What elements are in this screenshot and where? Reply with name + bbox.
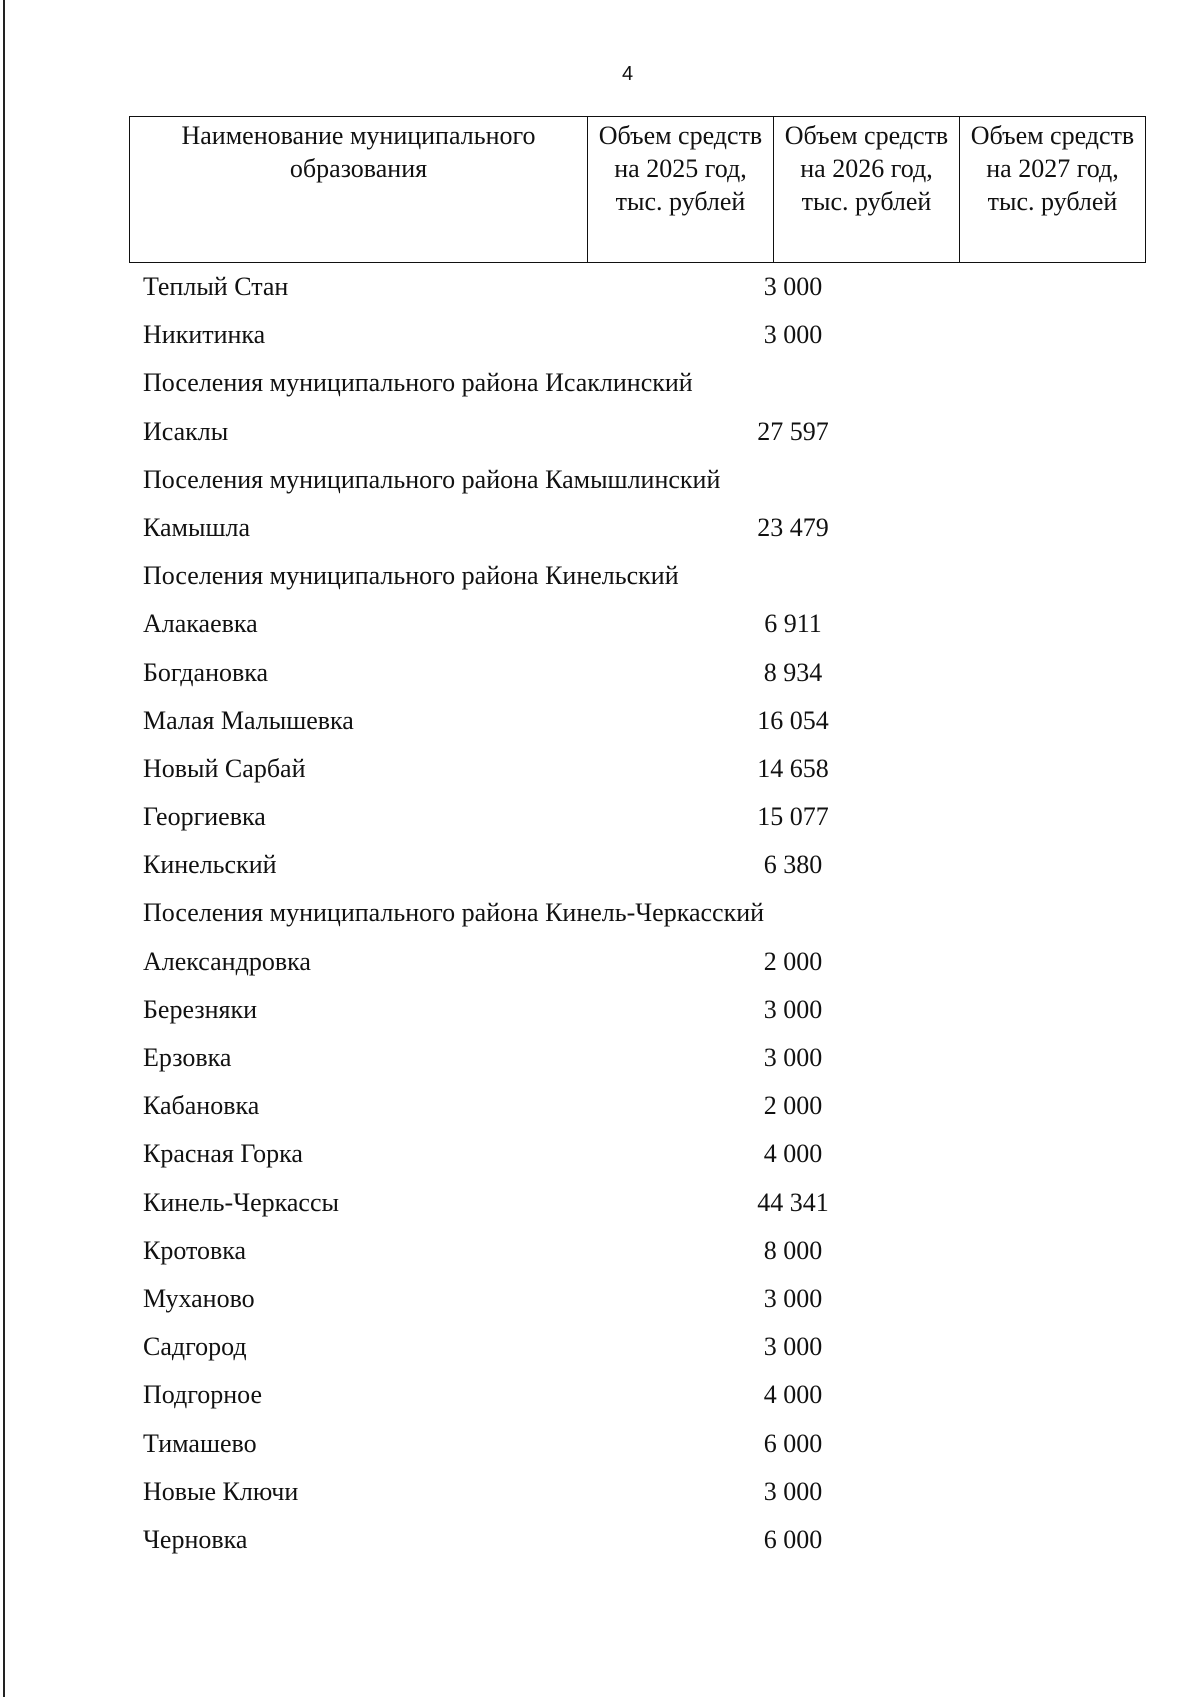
table-body bbox=[143, 270, 1143, 1571]
table-row bbox=[143, 945, 1143, 993]
municipality-name: Новые Ключи bbox=[143, 1476, 299, 1506]
district-group-title: Поселения муниципального района Камышлинский bbox=[143, 464, 721, 494]
municipality-name: Подгорное bbox=[143, 1380, 263, 1410]
table-row bbox=[143, 415, 1143, 463]
header-volume-2025: Объем средств на 2025 год, тыс. рублей bbox=[588, 117, 774, 263]
table-row bbox=[143, 752, 1143, 800]
table-row bbox=[143, 848, 1143, 896]
municipality-name: Малая Малышевка bbox=[143, 705, 354, 735]
value-2025: 3 000 bbox=[763, 320, 823, 350]
municipality-name: Кинель-Черкассы bbox=[143, 1187, 339, 1217]
municipality-name: Исаклы bbox=[143, 416, 229, 446]
value-2025: 4 000 bbox=[763, 1380, 823, 1410]
value-2025: 4 000 bbox=[763, 1139, 823, 1169]
district-group-row bbox=[143, 896, 1143, 944]
district-group-title: Поселения муниципального района Исаклинский bbox=[143, 368, 693, 398]
municipality-name: Садгород bbox=[143, 1332, 247, 1362]
table-row bbox=[143, 1186, 1143, 1234]
value-2025: 6 911 bbox=[764, 609, 822, 639]
value-2025: 3 000 bbox=[763, 994, 823, 1024]
value-2025: 2 000 bbox=[763, 1091, 823, 1121]
scan-edge-line bbox=[3, 0, 5, 1697]
value-2025: 6 000 bbox=[763, 1524, 823, 1554]
municipality-name: Ерзовка bbox=[143, 1043, 232, 1072]
value-2025: 3 000 bbox=[763, 1332, 823, 1362]
municipality-name: Богдановка bbox=[143, 657, 269, 687]
value-2025: 14 658 bbox=[757, 753, 829, 783]
value-2025: 3 000 bbox=[763, 1283, 823, 1313]
table-row bbox=[143, 656, 1143, 704]
municipality-name: Черновка bbox=[143, 1524, 248, 1554]
municipality-name: Александровка bbox=[143, 946, 311, 976]
value-2025: 8 934 bbox=[763, 657, 823, 687]
value-2025: 6 000 bbox=[763, 1428, 823, 1458]
table-row bbox=[143, 1137, 1143, 1185]
municipality-name: Теплый Стан bbox=[143, 272, 289, 301]
table-row bbox=[143, 1282, 1143, 1330]
table-row bbox=[143, 1330, 1143, 1378]
table-row bbox=[143, 1089, 1143, 1137]
value-2025: 16 054 bbox=[757, 705, 829, 735]
municipality-name: Тимашево bbox=[143, 1428, 257, 1458]
value-2025: 3 000 bbox=[763, 1043, 823, 1072]
table-row bbox=[143, 1378, 1143, 1426]
value-2025: 3 000 bbox=[763, 272, 823, 301]
header-volume-2027: Объем средств на 2027 год, тыс. рублей bbox=[960, 117, 1146, 263]
table-row bbox=[143, 1427, 1143, 1475]
table-row bbox=[143, 704, 1143, 752]
table-row bbox=[143, 993, 1143, 1041]
municipality-name: Красная Горка bbox=[143, 1139, 303, 1169]
municipality-name: Кинельский bbox=[143, 850, 277, 880]
value-2025: 3 000 bbox=[763, 1476, 823, 1506]
value-2025: 8 000 bbox=[763, 1235, 823, 1265]
municipality-name: Камышла bbox=[143, 512, 250, 542]
table-row bbox=[143, 1234, 1143, 1282]
page-number: 4 bbox=[621, 63, 634, 85]
header-volume-2026: Объем средств на 2026 год, тыс. рублей bbox=[774, 117, 960, 263]
table-row bbox=[143, 511, 1143, 559]
table-row bbox=[143, 1475, 1143, 1523]
district-group-row bbox=[143, 366, 1143, 414]
value-2025: 27 597 bbox=[757, 416, 829, 446]
table-row bbox=[143, 1041, 1143, 1089]
table-row bbox=[143, 607, 1143, 655]
table-row bbox=[143, 800, 1143, 848]
municipality-name: Муханово bbox=[143, 1283, 255, 1313]
district-group-title: Поселения муниципального района Кинель-Черкасский bbox=[143, 898, 765, 928]
value-2025: 44 341 bbox=[757, 1187, 829, 1217]
table-row bbox=[143, 270, 1143, 318]
value-2025: 23 479 bbox=[757, 512, 829, 542]
municipality-name: Кабановка bbox=[143, 1091, 260, 1121]
district-group-title: Поселения муниципального района Кинельский bbox=[143, 561, 679, 591]
district-group-row bbox=[143, 463, 1143, 511]
municipality-name: Никитинка bbox=[143, 320, 266, 350]
municipality-name: Кротовка bbox=[143, 1235, 247, 1265]
header-row bbox=[130, 117, 1146, 263]
value-2025: 15 077 bbox=[757, 802, 829, 832]
table-row bbox=[143, 318, 1143, 366]
municipality-name: Березняки bbox=[143, 994, 258, 1024]
table-header bbox=[129, 116, 1146, 263]
municipality-name: Алакаевка bbox=[143, 609, 258, 639]
district-group-row bbox=[143, 559, 1143, 607]
value-2025: 2 000 bbox=[763, 946, 823, 976]
municipality-name: Георгиевка bbox=[143, 802, 266, 832]
table-row bbox=[143, 1523, 1143, 1571]
value-2025: 6 380 bbox=[763, 850, 823, 880]
municipality-name: Новый Сарбай bbox=[143, 753, 306, 783]
header-municipality-name: Наименование муниципального образования bbox=[130, 117, 588, 263]
